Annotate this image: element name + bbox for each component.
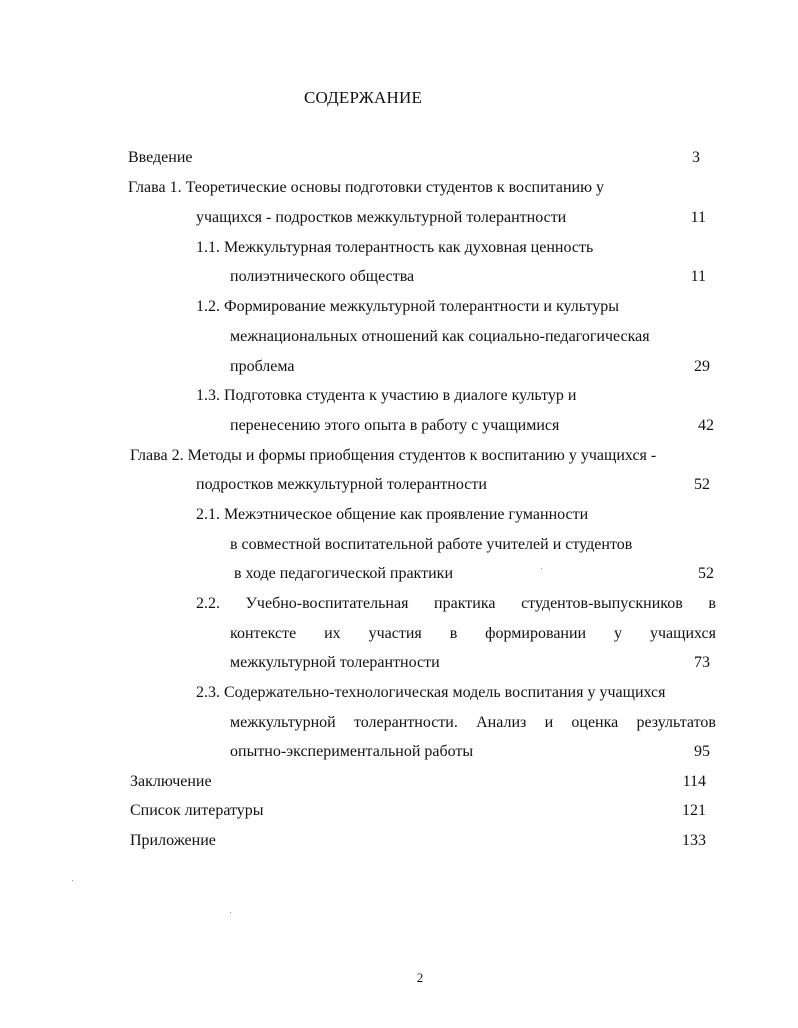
toc-word: межкультурной bbox=[230, 714, 336, 731]
toc-s2-1-line3: в ходе педагогической практики bbox=[234, 565, 453, 582]
toc-s2-2-line3: межкультурной толерантности bbox=[230, 654, 440, 671]
toc-word: Анализ bbox=[476, 714, 527, 731]
toc-s1-3-page: 42 bbox=[698, 417, 714, 434]
toc-chapter2-line2: подростков межкультурной толерантности bbox=[196, 476, 487, 493]
toc-s1-2-page: 29 bbox=[694, 358, 710, 375]
toc-s1-2-line1: 1.2. Формирование межкультурной толерантности и культуры bbox=[196, 298, 619, 315]
toc-conclusion-page: 114 bbox=[682, 773, 706, 790]
toc-word: в bbox=[449, 625, 458, 642]
toc-s2-1-line2: в совместной воспитательной работе учителей и студентов bbox=[230, 536, 633, 553]
toc-s1-3-line2: перенесению этого опыта в работу с учащимися bbox=[230, 417, 560, 434]
toc-word: Учебно-воспитательная bbox=[245, 595, 409, 612]
toc-title: СОДЕРЖАНИЕ bbox=[303, 88, 423, 107]
toc-word: их bbox=[324, 625, 341, 642]
toc-references-label: Список литературы bbox=[130, 802, 264, 819]
toc-word: студентов-выпускников bbox=[521, 595, 683, 612]
toc-s2-3-line1: 2.3. Содержательно-технологическая модель воспитания у учащихся bbox=[196, 684, 666, 701]
toc-s1-3-line1: 1.3. Подготовка студента к участию в диалоге культур и bbox=[196, 387, 577, 404]
toc-chapter1-page: 11 bbox=[690, 209, 706, 226]
toc-s2-3-page: 95 bbox=[694, 743, 710, 760]
toc-s1-1-line2: полиэтнического общества bbox=[230, 268, 415, 285]
toc-s2-3-line3: опытно-экспериментальной работы bbox=[230, 743, 474, 760]
toc-s2-1-page: 52 bbox=[698, 565, 714, 582]
toc-word: практика bbox=[434, 595, 496, 612]
toc-chapter2-line1: Глава 2. Методы и формы приобщения студентов к воспитанию у учащихся - bbox=[130, 447, 657, 464]
toc-word: оценка bbox=[571, 714, 619, 731]
toc-intro-page: 3 bbox=[692, 149, 700, 166]
toc-s2-1-line1: 2.1. Межэтническое общение как проявление гуманности bbox=[196, 506, 589, 523]
toc-word: участия bbox=[368, 625, 422, 642]
toc-word: в bbox=[708, 595, 716, 612]
toc-word: результатов bbox=[636, 714, 716, 731]
toc-word: у bbox=[614, 625, 623, 642]
toc-s1-1-page: 11 bbox=[690, 268, 706, 285]
toc-intro-label: Введение bbox=[128, 149, 193, 166]
toc-appendix-page: 133 bbox=[682, 832, 706, 849]
toc-s1-1-line1: 1.1. Межкультурная толерантность как духовная ценность bbox=[196, 239, 594, 256]
toc-word: контексте bbox=[230, 625, 297, 642]
toc-references-page: 121 bbox=[682, 802, 706, 819]
toc-s2-2-page: 73 bbox=[694, 654, 710, 671]
toc-chapter2-page: 52 bbox=[694, 476, 710, 493]
toc-word: формировании bbox=[485, 625, 587, 642]
toc-s1-2-line2: межнациональных отношений как социально-педагогическая bbox=[230, 328, 650, 345]
toc-conclusion-label: Заключение bbox=[130, 773, 212, 790]
toc-appendix-label: Приложение bbox=[130, 832, 216, 849]
scan-speck bbox=[230, 912, 231, 913]
scan-speck bbox=[541, 568, 542, 569]
page-number: 2 bbox=[416, 970, 424, 985]
toc-word: 2.2. bbox=[196, 595, 220, 612]
toc-word: толерантности. bbox=[353, 714, 458, 731]
toc-word: и bbox=[544, 714, 554, 731]
toc-word: учащихся bbox=[649, 625, 716, 642]
scan-speck bbox=[72, 880, 73, 881]
toc-chapter1-line2: учащихся - подростков межкультурной толерантности bbox=[196, 209, 567, 226]
toc-s2-3-line2 bbox=[230, 713, 716, 733]
toc-s2-2-line2 bbox=[230, 624, 716, 644]
toc-s2-2-line1 bbox=[196, 594, 716, 614]
toc-chapter1-line1: Глава 1. Теоретические основы подготовки студентов к воспитанию у bbox=[128, 179, 605, 196]
toc-s1-2-line3: проблема bbox=[230, 358, 295, 375]
